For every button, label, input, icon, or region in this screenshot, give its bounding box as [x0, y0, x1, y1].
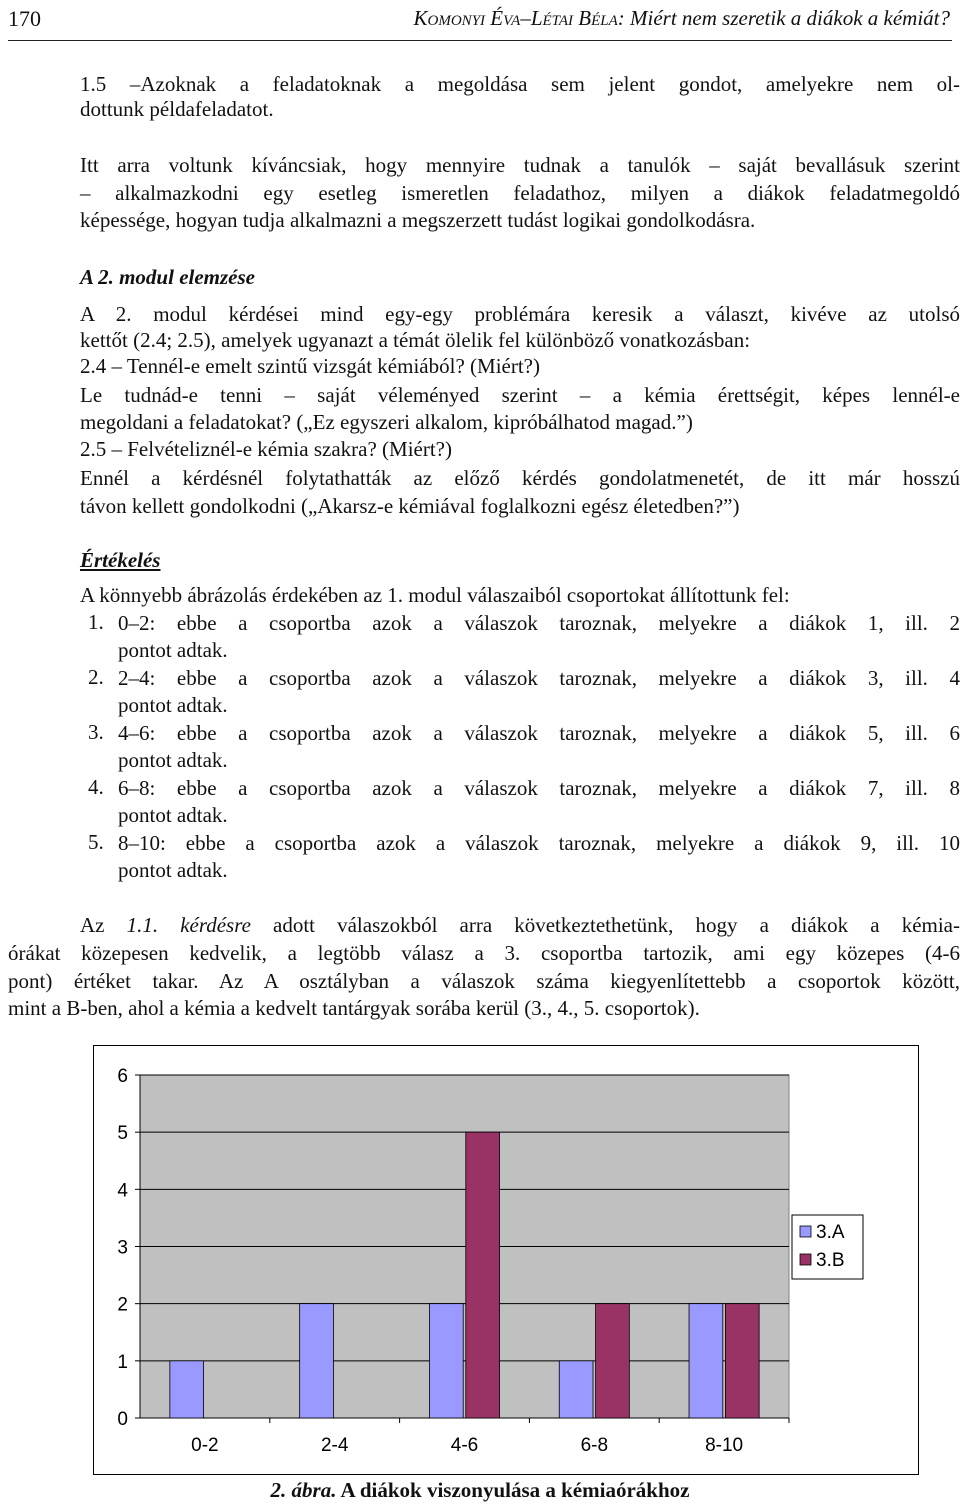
- x-tick-label: 0-2: [191, 1435, 219, 1456]
- bar: [170, 1361, 204, 1418]
- text-run: adott válaszokból arra következtethetünk, hogy a diákok a kémia-: [250, 913, 960, 937]
- list-item-line: 4–6: ebbe a csoportba azok a válaszok taroznak, melyekre a diákok 5, ill. 6: [118, 721, 960, 745]
- legend-label: 3.A: [816, 1222, 845, 1243]
- x-tick-label: 2-4: [320, 1435, 349, 1456]
- paragraph-line: A 2. modul kérdései mind egy-egy problémára keresik a választ, kivéve az utolsó: [80, 302, 960, 326]
- paragraph-line: 2.4 – Tennél-e emelt szintű vizsgát kémiából? (Miért?): [80, 354, 540, 378]
- legend-swatch: [800, 1254, 811, 1265]
- paragraph-line: [80, 912, 960, 938]
- question-reference: 1.1. kérdésre: [126, 913, 251, 937]
- list-item-line: pontot adtak.: [118, 803, 228, 827]
- bar: [559, 1361, 593, 1418]
- paragraph-line: dottunk példafeladatot.: [80, 97, 274, 121]
- bar: [466, 1132, 500, 1418]
- list-number: 1.: [88, 610, 104, 634]
- paragraph-line: Ennél a kérdésnél folytathatták az előző kérdés gondolatmenetét, de itt már hosszú: [80, 466, 960, 490]
- section-heading-ertekeles: Értékelés: [80, 548, 161, 572]
- bar: [725, 1304, 759, 1418]
- page-number: 170: [8, 6, 41, 31]
- running-header: [8, 0, 952, 41]
- y-tick-label: 2: [117, 1294, 128, 1316]
- paragraph-line: megoldani a feladatokat? („Ez egyszeri alkalom, kipróbálhatod magad.”): [80, 410, 693, 434]
- bar-chart: [93, 1045, 919, 1475]
- figure-caption: [0, 1478, 960, 1503]
- list-item-line: 2–4: ebbe a csoportba azok a válaszok taroznak, melyekre a diákok 3, ill. 4: [118, 666, 960, 690]
- list-item-line: pontot adtak.: [118, 693, 228, 717]
- running-title: [414, 6, 950, 31]
- list-item-line: pontot adtak.: [118, 638, 228, 662]
- section-heading-modul: A 2. modul elemzése: [80, 265, 255, 289]
- x-tick-label: 8-10: [705, 1435, 744, 1456]
- y-tick-label: 6: [117, 1066, 128, 1087]
- x-tick-label: 4-6: [450, 1435, 479, 1456]
- paragraph-line: távon kellett gondolkodni („Akarsz-e kémiával foglalkozni egész életedben?”): [80, 494, 740, 518]
- figure-label: 2. ábra.: [270, 1478, 337, 1502]
- legend-label: 3.B: [816, 1250, 845, 1271]
- bar: [689, 1304, 723, 1418]
- paragraph-line: Itt arra voltunk kíváncsiak, hogy mennyire tudnak a tanulók – saját bevallásuk szerint: [80, 153, 960, 177]
- x-tick-label: 6-8: [580, 1435, 609, 1456]
- list-number: 4.: [88, 775, 104, 799]
- paragraph-line: mint a B-ben, ahol a kémia a kedvelt tantárgyak sorába kerül (3., 4., 5. csoportok).: [8, 996, 700, 1020]
- bar: [429, 1304, 463, 1418]
- paragraph-line: A könnyebb ábrázolás érdekében az 1. modul válaszaiból csoportokat állítottunk fel:: [80, 583, 790, 607]
- legend-swatch: [800, 1226, 811, 1237]
- paragraph-line: 1.5 –Azoknak a feladatoknak a megoldása sem jelent gondot, amelyekre nem ol-: [80, 72, 960, 96]
- figure-title: A diákok viszonyulása a kémiaórákhoz: [336, 1478, 690, 1502]
- paragraph-line: képessége, hogyan tudja alkalmazni a megszerzett tudást logikai gondolkodásra.: [80, 208, 756, 232]
- list-item-line: 6–8: ebbe a csoportba azok a válaszok taroznak, melyekre a diákok 7, ill. 8: [118, 776, 960, 800]
- paragraph-line: Le tudnád-e tenni – saját véleményed szerint – a kémia érettségit, képes lennél-e: [80, 383, 960, 407]
- list-item-line: 0–2: ebbe a csoportba azok a válaszok taroznak, melyekre a diákok 1, ill. 2: [118, 611, 960, 635]
- text-run: Az: [80, 913, 127, 937]
- list-item-line: pontot adtak.: [118, 858, 228, 882]
- list-number: 3.: [88, 720, 104, 744]
- paragraph-line: pont) értéket takar. Az A osztályban a válaszok száma kiegyenlítettebb a csoportok között,: [8, 969, 960, 993]
- running-article-title: Miért nem szeretik a diákok a kémiát?: [630, 6, 950, 30]
- paragraph-line: 2.5 – Felvételiznél-e kémia szakra? (Miért?): [80, 437, 452, 461]
- paragraph-line: órákat közepesen kedvelik, a legtöbb válasz a 3. csoportba tartozik, ami egy közepes (4-6: [8, 941, 960, 965]
- paragraph-line: kettőt (2.4; 2.5), amelyek ugyanazt a témát ölelik fel különböző vonatkozásban:: [80, 328, 751, 352]
- y-tick-label: 5: [117, 1123, 128, 1145]
- list-item-line: 8–10: ebbe a csoportba azok a válaszok taroznak, melyekre a diákok 9, ill. 10: [118, 831, 960, 855]
- list-number: 5.: [88, 830, 104, 854]
- y-tick-label: 4: [117, 1180, 128, 1202]
- y-tick-label: 1: [117, 1351, 128, 1373]
- y-tick-label: 0: [117, 1409, 128, 1430]
- list-item-line: pontot adtak.: [118, 748, 228, 772]
- y-tick-label: 3: [117, 1237, 128, 1259]
- paragraph-line: – alkalmazkodni egy esetleg ismeretlen feladathoz, milyen a diákok feladatmegoldó: [80, 181, 960, 205]
- chart-svg: [93, 1045, 919, 1475]
- running-authors: Komonyi Éva–Létai Béla:: [413, 6, 625, 30]
- list-number: 2.: [88, 665, 104, 689]
- bar: [596, 1304, 630, 1418]
- bar: [300, 1304, 334, 1418]
